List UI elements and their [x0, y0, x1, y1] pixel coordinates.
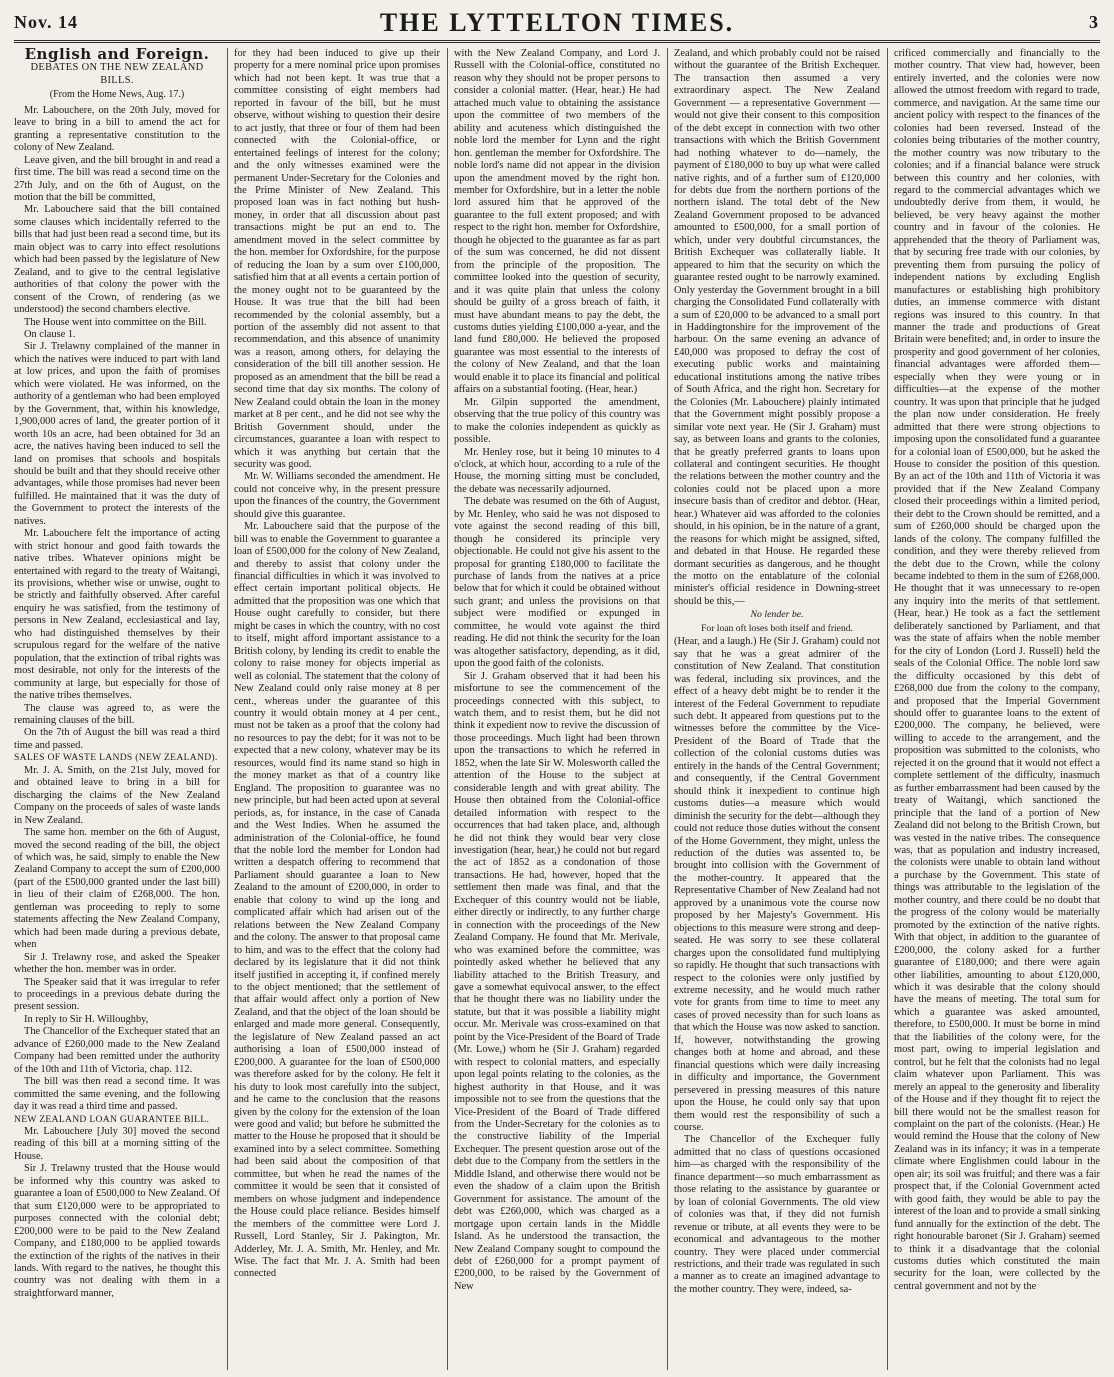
verse-line: For loan oft loses both itself and friend. [701, 622, 853, 634]
paragraph: The bill was then read a second time. It was committed the same evening, and the following day it was read a third time and passed. [14, 1076, 220, 1113]
column-1 [14, 48, 220, 1370]
paragraph: Mr. Henley rose, but it being 10 minutes to 4 o'clock, at which hour, according to a rule of the House, the morning sitting must be concluded, the debate was necessarily adjourned. [454, 446, 660, 495]
article-source: (From the Home News, Aug. 17.) [49, 89, 185, 101]
paragraph: The same hon. member on the 6th of August, moved the second reading of the bill, the object of which was, he said, simply to enable the New Zealand Company to accept the sum of £200,000 (part of the £500,000 granted under the last bill) in lieu of their claim of £268,000. The hon. gentleman was proceeding to reply to some statements affecting the New Zealand Company, which had been made during a previous debate, when [14, 827, 220, 951]
subsection-heading: NEW ZEALAND LOAN GUARANTEE BILL. [14, 1113, 210, 1125]
column-rule [887, 48, 888, 1370]
paragraph: Mr. Labouchere [July 30] moved the second reading of this bill at a morning sitting of the House. [14, 1125, 220, 1162]
issue-date: Nov. 14 [14, 12, 79, 32]
paragraph: Sir J. Trelawny rose, and asked the Speaker whether the hon. member was in order. [14, 951, 220, 976]
paragraph: with the New Zealand Company, and Lord J. Russell with the Colonial-office, constituted no reason why they should not be proper persons to consider a colonial matter. (Hear, hear.) He had attached much value to obtaining the assistance upon the committee of two members of the ability and acuteness which distinguished the noble lord the member for Lynn and the right hon. gentleman the member for Oxfordshire. The noble lord's name did not appear in the division upon the amendment moved by the right hon. member for Oxfordshire, but in a letter the noble lord assured him that he approved of the guarantee to the full extent proposed; and with respect to the right hon. member for Oxfordshire, though he objected to the guarantee as far as part of the sum was concerned, he did not dissent from the principle of the proposition. The committee looked into the question of security, and it was quite plain that unless the colony should be guilty of a gross breach of faith, it must have abundant means to pay the debt, the customs duties yielding £100,000 a-year, and the land fund £80,000. He believed the proposed guarantee was most essential to the interests of the colony of New Zealand, and that the loan would enable it to place its financial and political affairs on a substantial footing. (Hear, hear.) [454, 48, 660, 396]
paragraph: Mr. Labouchere felt the importance of acting with strict honour and good faith towards the native tribes. Whatever opinions might be entertained with regard to the treaty of Waitangi, its provisions, whether wise or unwise, ought to be strictly and faithfully observed. After careful enquiry he was satisfied, from the testimony of persons in New Zealand, ecclesiastical and lay, who had distinguished themselves by their scrupulous regard for the welfare of the native population, that the extinction of tribal rights was most desirable, not only for the interests of the community at large, but especially for those of the native tribes themselves. [14, 528, 220, 702]
columns [14, 48, 1100, 1370]
paragraph: Mr. Labouchere, on the 20th July, moved for leave to bring in a bill to amend the act for granting a representative constitution to the colony of New Zealand. [14, 104, 220, 154]
paragraph: On the 7th of August the bill was read a third time and passed. [14, 727, 220, 751]
paragraph: crificed commercially and financially to the mother country. That view had, however, been entirely inverted, and the colonies were now allowed the utmost freedom with regard to trade, commerce, and navigation. At the same time our ancient policy with respect to the finances of the colonies had been reversed. Instead of the colonies being tributaries of the mother country, the mother country was now tributary to the colonies; and if a financial balance were struck between this country and her colonies, with regard to the commercial advantages which we undoubtedly derive from them, it would, he believed, be very heavy against the mother country and in favour of the colonies. He apprehended that the theory of Parliament was, that by securing free trade with our colonies, by preventing them from pursuing the policy of independent nations by excluding English manufactures or establishing high prohibitory duties, an immense commerce with distant regions was insured to this country. In that manner the trade and productions of Great Britain were benefited; and, in order to insure the prosperity and good government of her colonies, financial advantages were afforded them—especially when they were young or in difficulties—at the expense of the mother country. It was upon that principle that he judged the plan now under consideration. He freely admitted that there were strong objections to imposing upon the consolidated fund a guarantee for a colonial loan of £500,000, but he asked the House to consider the position of this question. By an act of the 10th and 11th of Victoria it was provided that if the New Zealand Company closed their proceedings within a limited period, their debt to the Crown should be remitted, and a sum of £260,000 should be charged upon the lands of the colony. The company fulfilled the condition, and they were thereby relieved from the debt due to the Crown, while the colony became indebted to them in the sum of £268,000. He thought that it was unnecessary to re-open any inquiry into the merits of that settlement. (Hear, hear.) He took as a fact the settlement deliberately sanctioned by Parliament, and that was the state of affairs when the noble member for the city of London (Lord J. Russell) held the seals of the Colonial Office. The noble lord saw the difficulty occasioned by this debt of £268,000 due from the colony to the company, and proposed that the Imperial Government should offer to guarantee loans to the extent of £200,000. The company, he believed, were willing to accede to the arrangement, and the proposition was submitted to the colonists, who rejected it on the ground that it would not effect a complete settlement of the difficulty, inasmuch as further embarrassment had been caused by the treaty of Waitangi, which sanctioned the principle that the land of a portion of New Zealand did not belong to the British Crown, but was vested in the native tribes. The consequence was, that as population and industry increased, the colonists were unable to obtain land without a purchase by the Government. This state of things was attributable to the legislation of the mother country, and there could be no doubt that the progress of the colony would be materially promoted by the extinction of the native rights. With that object, in addition to the guarantee of £200,000, the colony asked for a further guarantee of £180,000; and there were again other liabilities, amounting to about £120,000, which it was desirable that the colony should have the means of meeting. The total sum for which a guarantee was asked amounted, therefore, to £500,000. It must be borne in mind that the liabilities of the colony were, for the most part, owing to imperial legislation and control, but he felt that the colonists had no legal claim whatever upon Parliament. This was merely an appeal to the generosity and liberality of the House and if they thought fit to reject the bill there would not be the smallest reason for complaint on the part of the colonists. (Hear.) He would remind the House that the colony of New Zealand was in its infancy; it was in a temperate climate where Englishmen could labour in the open air; its soil was fruitful; and there was a fair prospect that, if the Colonial Government acted with good faith, they would be able to pay the interest of the loan and to provide a small sinking fund annually for the extinction of the debt. The right honourable baronet (Sir J. Graham) seemed to think it a disadvantage that the colonial customs duties which constituted the main security for the loan, were collected by the central government and not by the [894, 48, 1100, 1292]
section-heading: English and Foreign. [24, 48, 210, 63]
paragraph: Mr. Gilpin supported the amendment, observing that the true policy of this country was to make the colonies independent as quickly as possible. [454, 396, 660, 446]
column-3 [454, 48, 660, 1370]
newspaper-title: THE LYTTELTON TIMES. [379, 8, 735, 37]
column-rule [447, 48, 448, 1370]
subsection-heading: SALES OF WASTE LANDS (NEW ZEALAND). [14, 752, 218, 764]
paragraph: Mr. Labouchere said that the purpose of the bill was to enable the Government to guarantee a loan of £500,000 for the colony of New Zealand, and thereby to assist that colony under the financial difficulties in which it was involved to effect certain important political objects. He admitted that the proposition was one which that House ought carefully to consider, but there might be cases in which the country, with no cost to itself, might afford important assistance to a British colony, by lending its credit to enable the colony to raise money for objects imperial as well as colonial. The statement that the colony of New Zealand could only raise money at 8 per cent., whereas under the guarantee of this country it would obtain money at 4 per cent., must not be taken as a proof that the colony had no resources to pay the debt; for it was not to be expected that a new colony, whatever may be its resources, would find its name stand so high in the money market as that of a country like England. The proposition to guarantee was no new principle, but had been acted upon at several periods, as, for instance, in the case of Canada and the West Indies. When he assumed the administration of the Colonial-office, he found that the noble lord the member for London had written a despatch offering to recommend that Parliament should guarantee a loan to New Zealand to the amount of £200,000, in order to enable that colony to wind up the long and complicated affair which had arisen out of the relations between the New Zealand Company and the colony. The answer to that proposal came to him, and was to the effect that the colony had declared by its legislature that it did not think itself justified in accepting it, if confined merely to the object mentioned; that the settlement of that affair would affect only a portion of New Zealand, and that the object of the loan should be enlarged and made more general. Consequently, the legislature of New Zealand passed an act authorising a loan of £500,000 instead of £200,000. A guarantee for the loan of £500,000 was therefore asked for by the colony. He felt it his duty to look most carefully into the subject, and he came to the conclusion that the reasons given by the colony for the extension of the loan were good and valid; but before he submitted the matter to the House he proposed that it should be examined into by a select committee. Something had been said about the composition of that committee, but when he read the names of the committee it would be seen that it consisted of members on whose judgment and independence the House could place reliance. Besides himself the members of the committee were Lord J. Russell, Lord Stanley, Sir J. Pakington, Mr. Adderley, Mr. J. A. Smith, Mr. Henley, and Mr. Wise. The fact that Mr. J. A. Smith had been connected [234, 521, 440, 1280]
paragraph: Mr. Labouchere said that the bill contained some clauses which incidentally referred to the bills that had just been read a second time, but its main object was to carry into effect resolutions which had been passed by the legislature of New Zealand, and to give to the central legislative authorities of that colony the power with the consent of the Crown, of rendering (as we understood) the second chambers elective. [14, 204, 220, 316]
paragraph: Mr. W. Williams seconded the amendment. He could not conceive why, in the present pressure upon the finances of the country, the Government should give this guarantee. [234, 471, 440, 520]
paragraph: Sir J. Trelawny complained of the manner in which the natives were induced to part with land at low prices, and upon the faith of promises which were violated. He was informed, on the authority of a gentleman who had been employed by the Government, that, within his knowledge, 1,900,000 acres of land, the greater portion of it worth 10s an acre, had been obtained for 3d an acre, the natives having been induced to sell the land on promises that schools and hospitals should be built and that they should receive other advantages, while those promises had never been fulfilled. He maintained that it was the duty of the Government to protect the interests of the natives. [14, 341, 220, 527]
paragraph: The Chancellor of the Exchequer stated that an advance of £260,000 made to the New Zealand Company had been remitted under the authority of the 10th and 11th of Victoria, chap. 112. [14, 1026, 220, 1075]
column-rule [227, 48, 228, 1370]
paragraph: In reply to Sir H. Willoughby, [24, 1013, 149, 1025]
paragraph: Sir J. Trelawny trusted that the House would be informed why this country was asked to guarantee a loan of £500,000 to New Zealand. Of that sum £120,000 were to be appropriated to purposes connected with the colonial debt; £200,000 were to be paid to the New Zealand Company, and £180,000 to be applied towards the extinction of the rights of the natives in their lands. With regard to the natives, he thought this country was not dealing with them in a straightforward manner, [14, 1163, 220, 1299]
verse-line: No lender be. [750, 609, 804, 621]
paragraph: for they had been induced to give up their property for a mere nominal price upon promises which had not been kept. It was true that a committee consisting of eight members had reported in favour of the bill, but he must observe, without wishing to question their desire to act justly, that three or four of them had been connected with the Colonial-office, or entertained feelings of interest for the colony; and the only witnesses examined were the permanent Under-Secretary for the Colonies and the Prime Minister of New Zealand. This proposed loan was in fact nothing but hush-money, in order that all discussion about past transactions might be put an end to. The amendment moved in the select committee by the hon. member for Oxfordshire, for the purpose of reducing the loan by a sum over £100,000, satisfied him that at all events a certain portion of the money ought not to be guaranteed by the House. It was true that the bill had been recommended by the colonial assembly, but a portion of the assembly did not assent to that recommendation, and this absence of unanimity was a reason, among others, for delaying the consideration of the bill till another session. He proposed as an amendment that the bill be read a second time that day six months. The colony of New Zealand could obtain the loan in the money market at 8 per cent., and he did not see why the British Government should, under the circumstances, guarantee a loan with respect to which it was anything but certain that the security was good. [234, 48, 440, 470]
paragraph: Sir J. Graham observed that it had been his misfortune to see the commencement of the proceedings connected with this subject, to watch them, and to resist them, but he did not think it expedient now to revive the discussion of those proceedings. Much light had been thrown upon the transactions to which he referred in 1852, when the late Sir W. Molesworth called the attention of the House to the subject at considerable length and with great ability. The House then obtained from the Colonial-office detailed information with respect to the occurrences that had taken place, and, although he did not think they would bear very close investigation (hear, hear,) he could not but regard the act of 1852 as a condonation of those transactions. He had, however, hoped that the settlement then made was final, and that the Exchequer of this country would not be liable, either directly or indirectly, to any further charge in connection with the proceedings of the New Zealand Company. He found that Mr. Merivale, who was examined before the committee, was pointedly asked whether he believed that any liability attached to the British Treasury, and gave a somewhat equivocal answer, to the effect that he thought there was no liability under the statute, but that it was possible a liability might occur. Mr. Merivale was cross-examined on that point by the Vice-President of the Board of Trade (Mr. Lowe,) whom he (Sir J. Graham) regarded with respect to colonial matters, and especially upon legal points relating to the colonies, as the highest authority in that House, and it was impossible not to see from the questions that the Vice-President of the Board of Trade differed from the Under-Secretary for the colonies as to the constructive liability of the Imperial Exchequer. The present question arose out of the debt due to the Company from the settlers in the Middle Island, and otherwise there would not be even the shadow of a claim upon the British Government for assistance. The amount of the debt was £260,000, which was charged as a mortgage upon certain lands in the Middle Island. As he understood the transaction, the New Zealand Company sought to compound the debt of £260,000 for a prompt payment of £200,000, to be raised by the Government of New [454, 670, 660, 1292]
paragraph: The Speaker said that it was irregular to refer to proceedings in a previous debate during the present session. [14, 976, 220, 1013]
paragraph: The clause was agreed to, as were the remaining clauses of the bill. [14, 702, 220, 727]
column-5 [894, 48, 1100, 1370]
paragraph: The Chancellor of the Exchequer fully admitted that no class of questions occasioned him—as charged with the responsibility of the finance department—so much embarrassment as those relating to the assistance by guarantee or by loan of colonial Governments. The old view of colonies was that, if they did not furnish revenue or tribute, at all events they were to be economical and advantageous to the mother country. They were placed under commercial restrictions, and their trade was regulated in such a manner as to create an imagined advantage to the mother country. They were, indeed, sa- [674, 1134, 880, 1295]
paragraph: Mr. J. A. Smith, on the 21st July, moved for and obtained leave to bring in a bill for discharging the claims of the New Zealand Company on the proceeds of sales of waste lands in New Zealand. [14, 764, 220, 826]
column-4 [674, 48, 880, 1370]
article-title: DEBATES ON THE NEW ZEALAND BILLS. [30, 62, 204, 86]
paragraph: On clause 1. [24, 328, 76, 340]
masthead [14, 6, 1100, 43]
column-2 [234, 48, 440, 1370]
column-rule [667, 48, 668, 1370]
page-number: 3 [1089, 12, 1098, 32]
paragraph: The debate was resumed on the 6th of August, by Mr. Henley, who said he was not disposed to vote against the second reading of this bill, though he considered its principle very objectionable. He could not give his assent to the proposal for granting £180,000 to facilitate the purchase of lands from the natives at a price below that for which it could be obtained without such grant; and unless the provisions on that subject were modified or expunged in committee, he would vote against the third reading. He did not think the security for the loan was altogether satisfactory, depending, as it did, upon the good faith of the colonists. [454, 496, 660, 670]
paragraph: The House went into committee on the Bill. [24, 316, 207, 328]
paragraph: (Hear, and a laugh.) He (Sir J. Graham) could not say that he was a great admirer of the constitution of New Zealand. That constitution was federal, including six provinces, and the effect of a heavy debt might be to render it the interest of the Federal Government to repudiate such debt. It appeared from questions put to the witnesses before the committee by the Vice-President of the Board of Trade that the collection of the colonial customs duties was entirely in the hands of the Central Government; and consequently, if the Central Government should think it inexpedient to continue high customs duties—a measure which would diminish the security for the debt—although they could not reduce those duties without the consent of the Home Government, they might, unless the reduction of the duties was assented to, be brought into collision with the Government of the mother-country. It appeared that the Representative Chamber of New Zealand had not approved by a unanimous vote the course now proposed by her Majesty's Government. His objections to this measure were strong and deep-seated. He was sorry to see these collateral charges upon the consolidated fund multiplying so rapidly. He thought that such transactions with respect to the colonies were only justified by extreme necessity, and he would much rather vote for grants from time to time to meet any cases of proved necessity than for such loans as that which the House was now asked to sanction. If, however, notwithstanding the growing changes both at home and abroad, and these financial questions which were daily increasing in difficulty and importance, the Government persevered in pressing measures of this nature upon the House, he could only say that upon them would rest the responsibility of such a course. [674, 636, 880, 1133]
paragraph: Leave given, and the bill brought in and read a first time. The bill was read a second time on the 27th July, and on the 6th of August, on the motion that the bill be committed, [14, 154, 220, 203]
paragraph: Zealand, and which probably could not be raised without the guarantee of the British Exchequer. The transaction then assumed a very extraordinary aspect. The New Zealand Government — a representative Government — would not give their consent to this composition of the debt except in connection with two other transactions with which the British Government had nothing whatever to do—namely, the payment of £180,000 to buy up what were called native rights, and of a further sum of £120,000 for debts due from the northern portions of the northern island. The total debt of the New Zealand Government proposed to be advanced amounted to £500,000, for a small portion of which, under very doubtful circumstances, the British Exchequer was collaterally liable. It appeared to him that the security on which the guarantee rested ought to be narrowly examined. Only yesterday the Government brought in a bill charging the Consolidated Fund collaterally with a sum of £20,000 to be advanced to a small port in Haddingtonshire for the improvement of the harbour. On the same evening an advance of £40,000 was proposed to defray the cost of executing public works and maintaining educational institutions among the native tribes of South Africa, and the right hon. Secretary for the Colonies (Mr. Labouchere) plainly intimated that the Government might possibly propose a similar vote next year. He (Sir J. Graham) must say, as between loans and grants to the colonies, that he greatly preferred grants to loans upon collateral and contingent securities. He thought the relations between the mother country and the colonies could not be placed upon a more insecure basis than of creditor and debtor. (Hear, hear.) Whatever aid was afforded to the colonies should, in his opinion, be in the nature of a grant, the reasons for which might be assigned, sifted, and debated in that House. He regarded these dormant securities as dangerous, and he thought the motto on the entablature of the colonial minister's official residence in Downing-street should be this,— [674, 48, 880, 607]
